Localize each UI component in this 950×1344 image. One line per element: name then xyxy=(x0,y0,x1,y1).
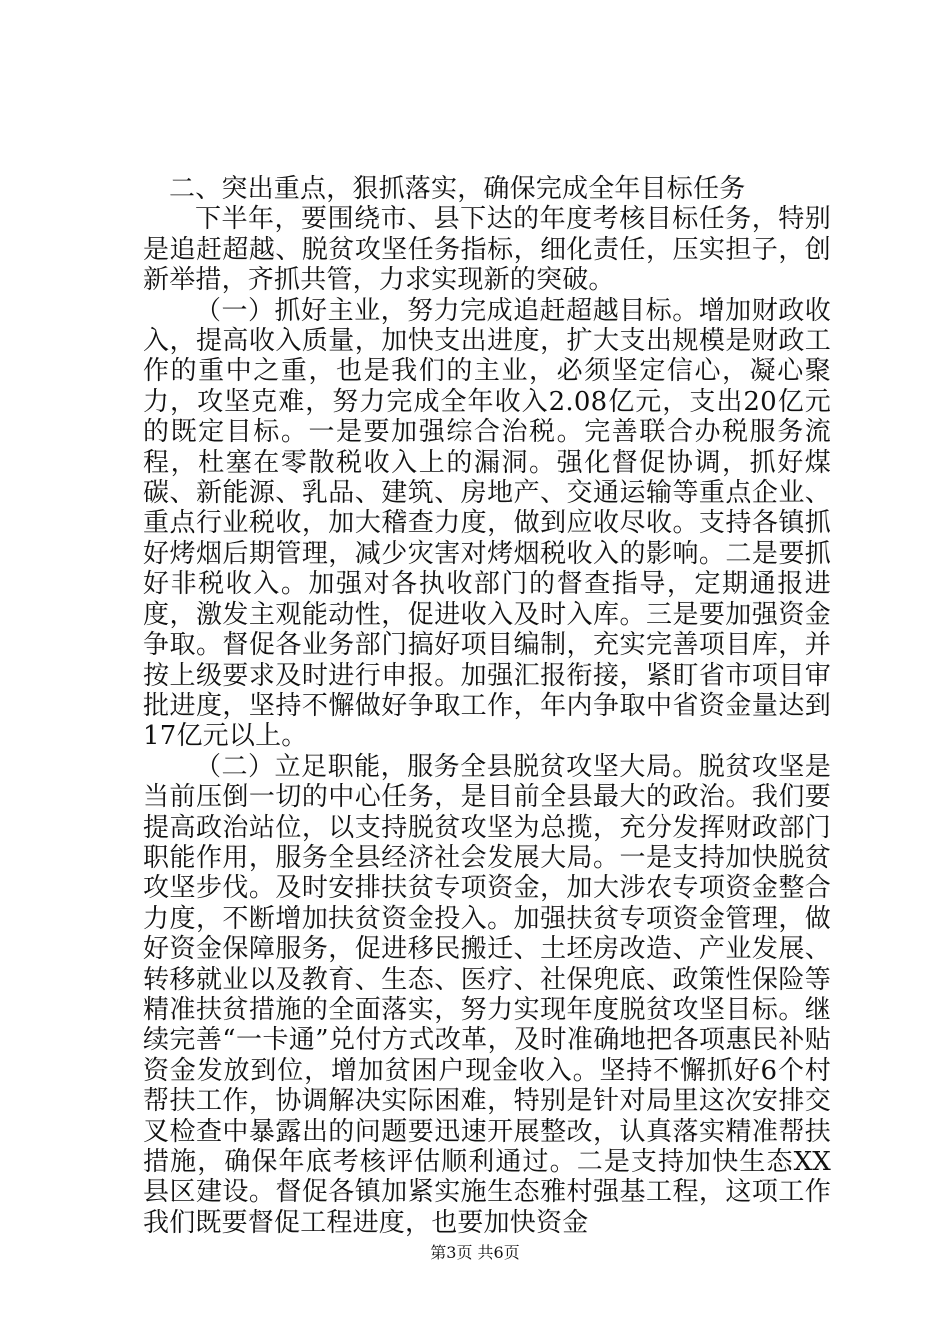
page-footer: 第3页 共6页 xyxy=(430,1243,520,1262)
section-heading: 二、突出重点，狠抓落实，确保完成全年目标任务 xyxy=(169,174,746,204)
paragraph-main-business: （一）抓好主业，努力完成追赶超越目标。增加财政收入，提高收入质量，加快支出进度，扩大支出规模是财政工作的重中之重，也是我们的主业，必须坚定信心，凝心聚力，攻坚克难，努力完成全年收入2.08亿元，支出20亿元的既定目标。一是要加强综合治税。完善联合办税服务流程，杜塞在零散税收入上的漏洞。强化督促协调，抓好煤碳、新能源、乳品、建筑、房地产、交通运输等重点企业、重点行业税收，加大稽查力度，做到应收尽收。支持各镇抓好烤烟后期管理，减少灾害对烤烟税收入的影响。二是要抓好非税收入。加强对各执收部门的督查指导，定期通报进度，激发主观能动性，促进收入及时入库。三是要加强资金争取。督促各业务部门搞好项目编制，充实完善项目库，并按上级要求及时进行申报。加强汇报衔接，紧盯省市项目审批进度，坚持不懈做好争取工作，年内争取中省资金量达到17亿元以上。 xyxy=(143,295,831,752)
paragraph-intro: 下半年，要围绕市、县下达的年度考核目标任务，特别是追赶超越、脱贫攻坚任务指标，细化责任，压实担子，创新举措，齐抓共管，力求实现新的突破。 xyxy=(143,204,831,296)
paragraph-poverty-alleviation: （二）立足职能，服务全县脱贫攻坚大局。脱贫攻坚是当前压倒一切的中心任务，是目前全县最大的政治。我们要提高政治站位，以支持脱贫攻坚为总揽，充分发挥财政部门职能作用，服务全县经济社会发展大局。一是支持加快脱贫攻坚步伐。及时安排扶贫专项资金，加大涉农专项资金整合力度，不断增加扶贫资金投入。加强扶贫专项资金管理，做好资金保障服务，促进移民搬迁、土坯房改造、产业发展、转移就业以及教育、生态、医疗、社保兜底、政策性保险等精准扶贫措施的全面落实，努力实现年度脱贫攻坚目标。继续完善“一卡通”兑付方式改革，及时准确地把各项惠民补贴资金发放到位，增加贫困户现金收入。坚持不懈抓好6个村帮扶工作，协调解决实际困难，特别是针对局里这次安排交叉检查中暴露出的问题要迅速开展整改，认真落实精准帮扶措施，确保年底考核评估顺利通过。二是支持加快生态XX县区建设。督促各镇加紧实施生态雅村强基工程，这项工作我们既要督促工程进度，也要加快资金 xyxy=(143,751,831,1238)
document-body xyxy=(143,174,831,1238)
